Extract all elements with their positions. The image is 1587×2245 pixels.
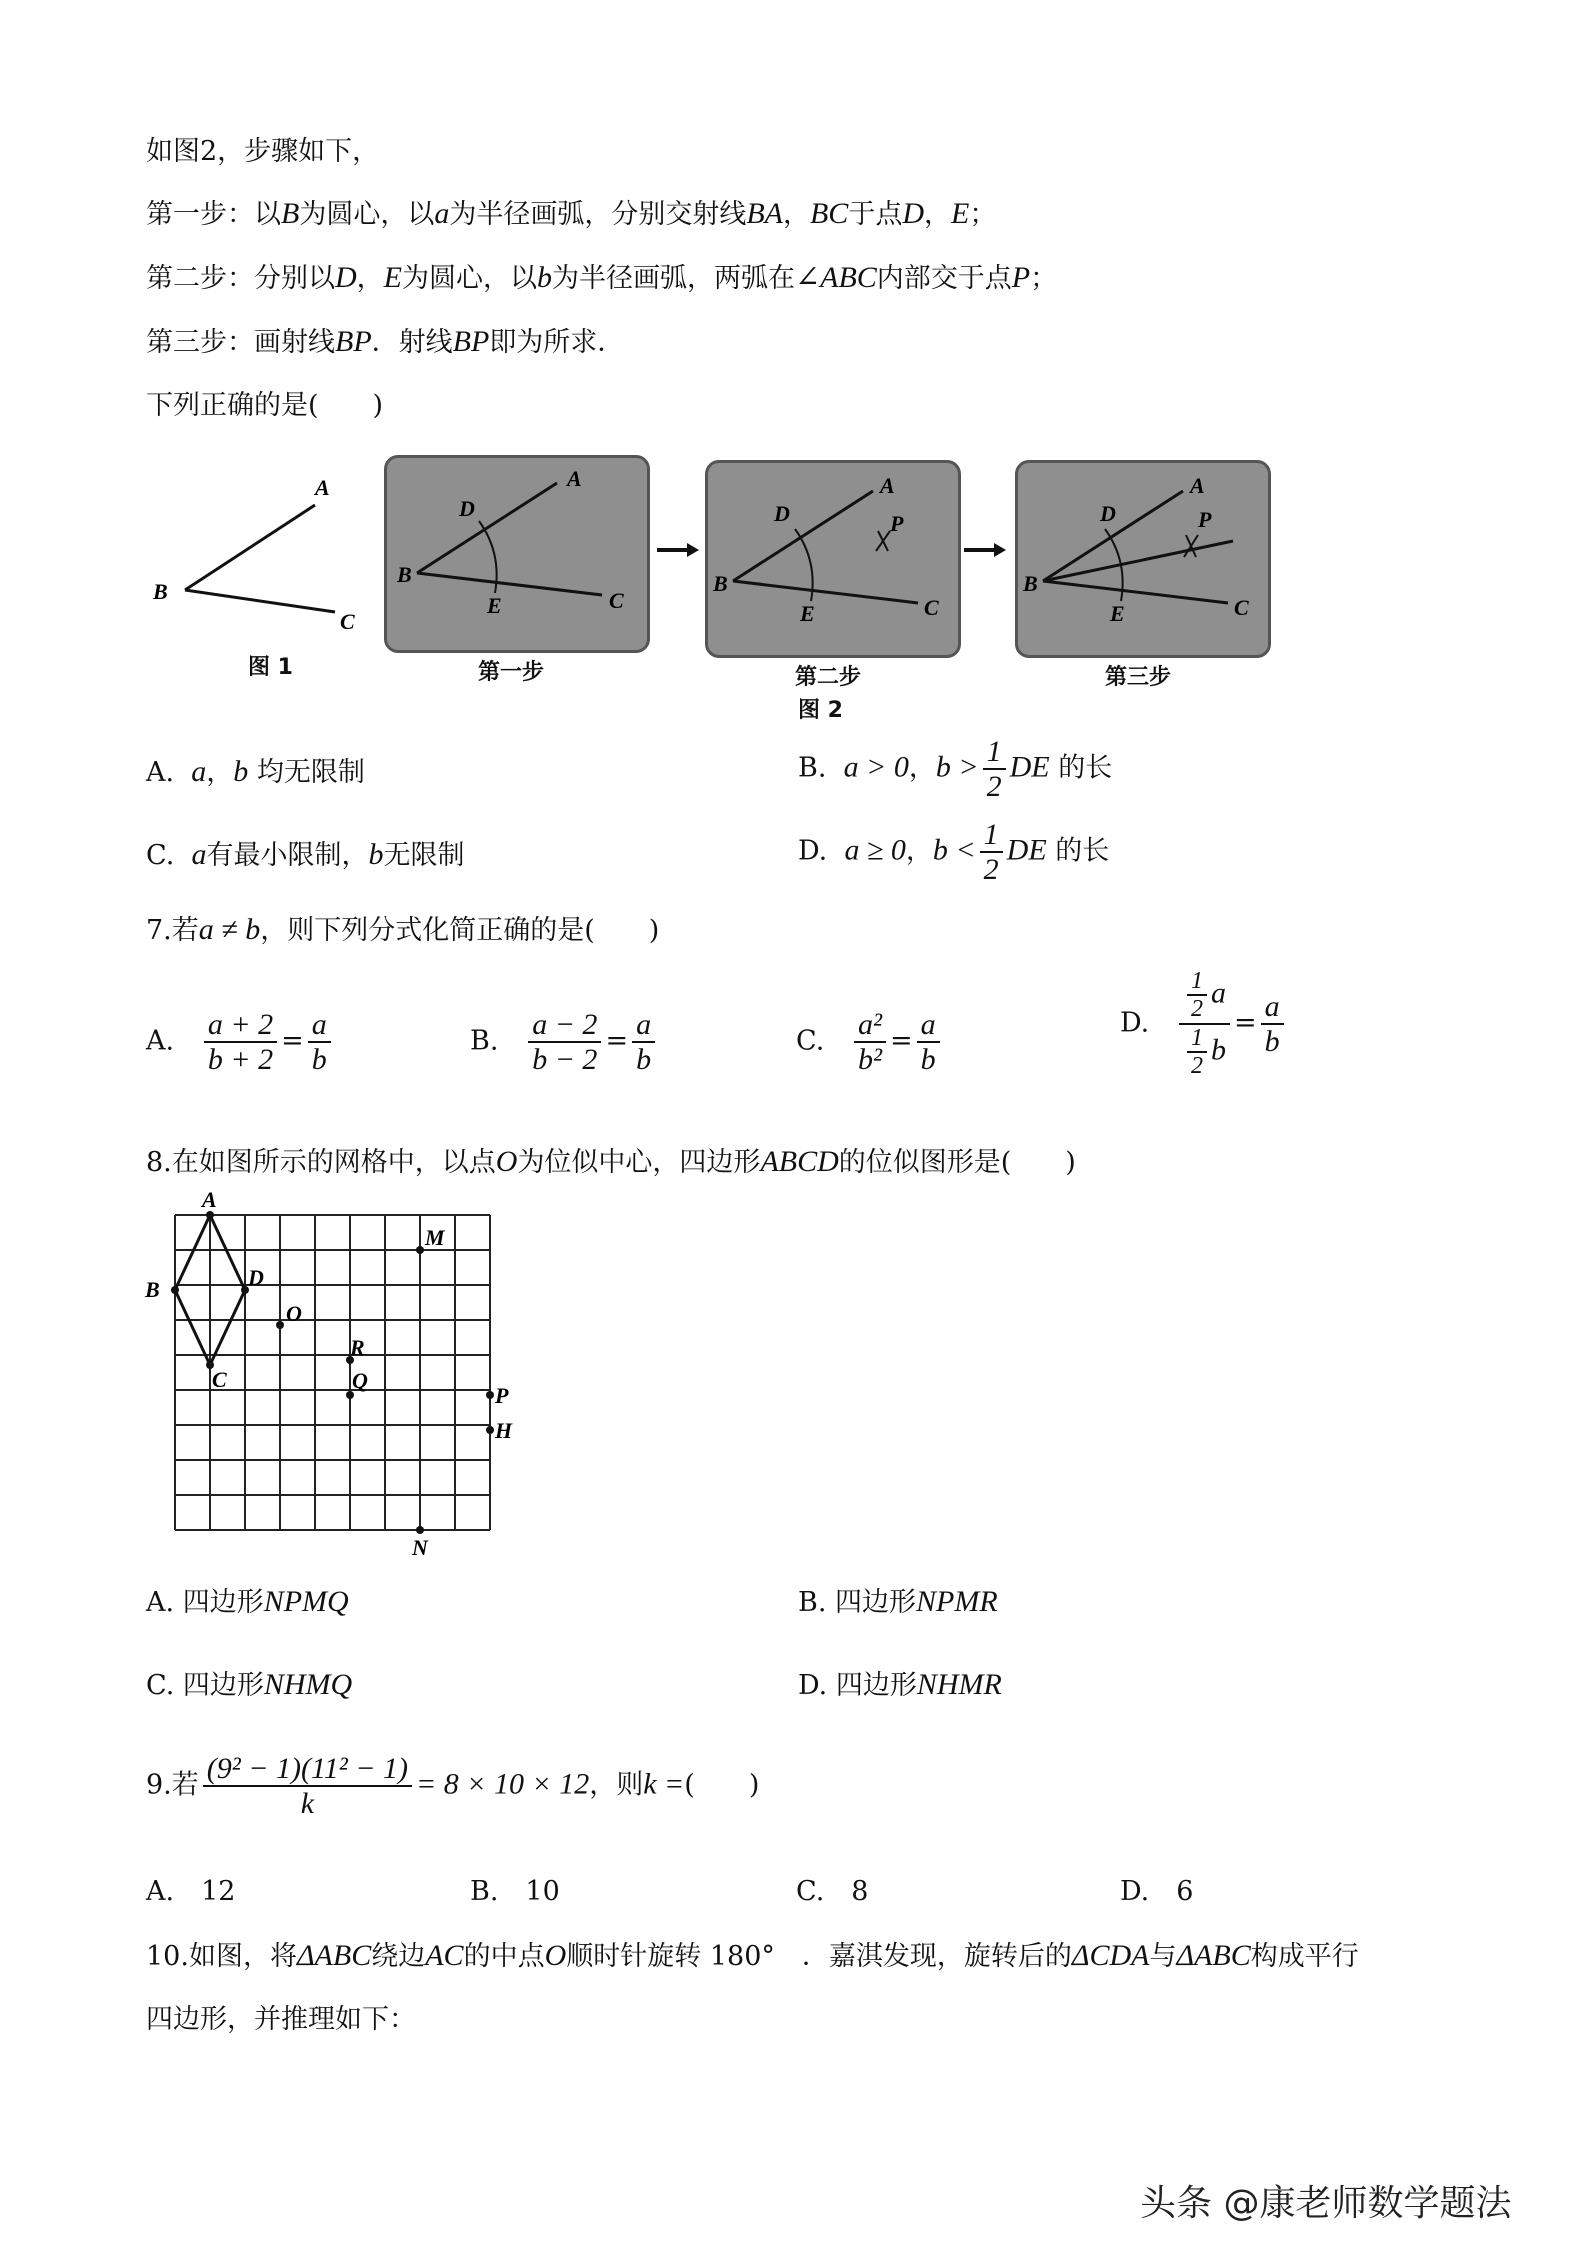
equals: = bbox=[890, 1025, 913, 1057]
ray-BA-line bbox=[733, 491, 873, 581]
grid-label-R: R bbox=[350, 1335, 365, 1360]
fraction-rhs bbox=[917, 1008, 940, 1076]
ray-BC-line bbox=[185, 590, 335, 612]
condition: a ≠ b bbox=[198, 913, 261, 946]
point-E: E bbox=[951, 197, 970, 230]
q7-option-d bbox=[1120, 968, 1288, 1080]
triangle-CDA: ΔCDA bbox=[1071, 1939, 1150, 1972]
point-H-dot bbox=[486, 1426, 494, 1434]
option-letter: C. bbox=[796, 1025, 825, 1057]
ray-BA-line bbox=[185, 505, 315, 590]
denominator: 2 bbox=[1191, 996, 1204, 1023]
fraction-rhs bbox=[632, 1008, 655, 1076]
label-C: C bbox=[609, 588, 624, 613]
fraction-rhs bbox=[308, 1008, 331, 1076]
option-text: 四边形 bbox=[835, 1587, 917, 1618]
point-B-dot bbox=[171, 1286, 179, 1294]
quad-name: NPMQ bbox=[263, 1585, 349, 1618]
punct: ， bbox=[206, 757, 234, 788]
fraction-half bbox=[980, 818, 1003, 886]
punct: ， bbox=[782, 199, 810, 230]
fraction-half bbox=[983, 735, 1006, 803]
step3-caption: 第三步 bbox=[1105, 665, 1172, 690]
ray-BA-line bbox=[417, 483, 557, 573]
segment-AC: AC bbox=[425, 1939, 464, 1972]
fig1-caption: 图 1 bbox=[248, 655, 293, 680]
var-a: a bbox=[191, 755, 207, 788]
question-line bbox=[146, 386, 383, 426]
complex-fraction bbox=[1179, 968, 1230, 1080]
step2-text: 为半径画弧，两弧在 bbox=[552, 263, 795, 294]
question-text: 顺时针旋转 180° ．嘉淇发现，旋转后的 bbox=[566, 1941, 1072, 1972]
step1-line bbox=[146, 194, 996, 235]
q9-option-d: D. 6 bbox=[1120, 1876, 1194, 1907]
grid-label-B: B bbox=[145, 1277, 160, 1302]
numerator: a² bbox=[854, 1008, 886, 1043]
condition-b: b > bbox=[935, 750, 979, 784]
segment-DE: DE bbox=[1009, 750, 1050, 784]
fraction-lhs bbox=[528, 1008, 601, 1076]
numerator: a bbox=[917, 1008, 940, 1043]
label-E: E bbox=[1110, 601, 1125, 626]
step1-text: 于点 bbox=[848, 199, 903, 230]
var-B: B bbox=[281, 197, 300, 230]
q6-option-b bbox=[798, 735, 1112, 803]
q9-option-b: B. 10 bbox=[470, 1876, 560, 1907]
step1-panel bbox=[384, 455, 650, 653]
label-P: P bbox=[890, 511, 904, 536]
label-B: B bbox=[713, 571, 728, 596]
question-text: ，则 bbox=[589, 1769, 644, 1801]
option-letter: D. bbox=[798, 835, 828, 867]
segment-DE: DE bbox=[1006, 833, 1047, 867]
q9-option-c: C. 8 bbox=[796, 1876, 869, 1907]
label-P: P bbox=[1198, 507, 1212, 532]
fraction-lhs bbox=[204, 1008, 277, 1076]
point-P: P bbox=[1011, 261, 1031, 294]
step2-text: 第二步：分别以 bbox=[146, 263, 335, 294]
point-O: O bbox=[544, 1939, 567, 1972]
var-a: a bbox=[1211, 976, 1227, 1010]
fraction-lhs bbox=[854, 1008, 886, 1076]
fraction-half bbox=[1187, 1025, 1207, 1080]
grid-label-O: O bbox=[286, 1301, 302, 1326]
label-D: D bbox=[1100, 501, 1116, 526]
ray-BC-line bbox=[1043, 581, 1228, 603]
denominator: b bbox=[920, 1043, 936, 1076]
fraction-rhs bbox=[1261, 990, 1284, 1058]
question-text: 为位似中心，四边形 bbox=[517, 1147, 761, 1178]
grid-label-A: A bbox=[202, 1187, 217, 1212]
option-letter: C. bbox=[146, 840, 175, 871]
question-text: 绕边 bbox=[371, 1941, 426, 1972]
option-letter: B. bbox=[798, 1587, 827, 1618]
var-b: b bbox=[1211, 1033, 1227, 1067]
denominator: b − 2 bbox=[532, 1043, 598, 1076]
question-number: 8.在如图所示的网格中，以点 bbox=[146, 1147, 496, 1178]
q8-option-a bbox=[146, 1582, 349, 1623]
label-B: B bbox=[1023, 571, 1038, 596]
q9-stem bbox=[146, 1752, 759, 1820]
ray-BC: BC bbox=[809, 197, 849, 230]
denominator: b² bbox=[858, 1043, 883, 1076]
ray-BA: BA bbox=[746, 197, 783, 230]
option-letter: C. bbox=[146, 1670, 175, 1701]
ray-BP: BP bbox=[452, 325, 490, 358]
numerator: a bbox=[308, 1008, 331, 1043]
label-C: C bbox=[924, 595, 939, 620]
q8-option-b bbox=[798, 1582, 998, 1623]
intro-line bbox=[146, 132, 379, 172]
option-text: 无限制 bbox=[383, 840, 465, 871]
angle-ABC: ∠ABC bbox=[795, 261, 877, 294]
grid-label-N: N bbox=[412, 1535, 428, 1560]
grid-label-H: H bbox=[495, 1418, 513, 1443]
option-letter: A. bbox=[146, 757, 175, 788]
option-text: 四边形 bbox=[835, 1670, 917, 1701]
step1-text: 为圆心，以 bbox=[299, 199, 435, 230]
q8-stem bbox=[146, 1142, 1076, 1183]
numerator: a bbox=[1261, 990, 1284, 1025]
label-A: A bbox=[315, 475, 330, 500]
punct: ， bbox=[908, 752, 936, 784]
q10-line1 bbox=[146, 1936, 1359, 1977]
quad-name: NHMQ bbox=[263, 1668, 353, 1701]
denominator: b + 2 bbox=[207, 1043, 274, 1076]
arc-mark bbox=[1184, 535, 1198, 557]
numerator: (9² − 1)(11² − 1) bbox=[203, 1752, 412, 1787]
question-text: 与 bbox=[1149, 1941, 1177, 1972]
step2-caption: 第二步 bbox=[795, 665, 862, 690]
equals: = bbox=[605, 1025, 629, 1057]
numerator: 1 bbox=[980, 818, 1003, 853]
option-letter: D. bbox=[798, 1670, 828, 1701]
question-number: 10.如图，将 bbox=[146, 1941, 297, 1972]
step2-panel bbox=[705, 460, 961, 658]
grid-label-D: D bbox=[248, 1265, 264, 1290]
point-O: O bbox=[495, 1145, 518, 1178]
triangle-ABC: ΔABC bbox=[296, 1939, 372, 1972]
question-text: 四边形，并推理如下： bbox=[146, 2004, 416, 2035]
step3-text: ．射线 bbox=[371, 327, 453, 358]
step2-text: 为圆心，以 bbox=[402, 263, 537, 294]
q7-option-a bbox=[146, 1008, 335, 1076]
condition-a: a ≥ 0 bbox=[844, 833, 906, 867]
numerator: a − 2 bbox=[528, 1008, 601, 1043]
arrow-icon bbox=[962, 540, 1007, 560]
label-A: A bbox=[880, 473, 895, 498]
label-C: C bbox=[340, 609, 355, 634]
q6-option-a bbox=[146, 752, 365, 793]
numerator: 1 bbox=[1187, 1025, 1207, 1053]
option-text: 的长 bbox=[1058, 752, 1113, 784]
equation-rhs: = 8 × 10 × 12 bbox=[415, 1767, 590, 1801]
question-text: 的中点 bbox=[463, 1941, 545, 1972]
q8-option-d bbox=[798, 1665, 1002, 1706]
denominator: b bbox=[636, 1043, 652, 1076]
equals: = bbox=[1234, 1007, 1257, 1039]
step3-text: 即为所求． bbox=[489, 327, 625, 358]
option-text: 的长 bbox=[1055, 835, 1110, 867]
step1-caption: 第一步 bbox=[478, 660, 545, 685]
figure-1 bbox=[145, 465, 375, 645]
grid-label-C: C bbox=[212, 1367, 227, 1392]
ray-BC-line bbox=[417, 573, 602, 595]
complex-numerator bbox=[1179, 968, 1230, 1025]
question-number: 9.若 bbox=[146, 1769, 199, 1801]
arc-mark bbox=[876, 531, 890, 551]
punct: ， bbox=[924, 199, 951, 230]
denominator: b bbox=[311, 1043, 327, 1076]
q6-option-d bbox=[798, 818, 1109, 886]
numerator: a bbox=[632, 1008, 655, 1043]
arrow-icon bbox=[655, 540, 700, 560]
label-C: C bbox=[1234, 595, 1249, 620]
denominator: b bbox=[1264, 1024, 1280, 1058]
point-A-dot bbox=[206, 1211, 214, 1219]
label-A: A bbox=[1190, 473, 1205, 498]
point-O-dot bbox=[276, 1321, 284, 1329]
var-b: b bbox=[368, 838, 384, 871]
q6-option-c bbox=[146, 835, 464, 876]
denominator: 2 bbox=[1191, 1053, 1204, 1080]
var-b: b bbox=[233, 755, 249, 788]
point-P-dot bbox=[486, 1391, 494, 1399]
question-text: 构成平行 bbox=[1250, 1941, 1359, 1972]
option-text: 四边形 bbox=[182, 1670, 264, 1701]
question-text: 下列正确的是( ) bbox=[146, 390, 384, 421]
denominator: 2 bbox=[986, 770, 1002, 803]
label-B: B bbox=[397, 562, 412, 587]
question-number: 7.若 bbox=[146, 915, 199, 946]
label-D: D bbox=[459, 496, 475, 521]
point-M-dot bbox=[416, 1246, 424, 1254]
ray-BC-line bbox=[733, 581, 918, 603]
var-b: b bbox=[537, 261, 552, 294]
option-letter: D. bbox=[1120, 1007, 1150, 1039]
equals: = bbox=[281, 1025, 304, 1057]
watermark: 头条 @康老师数学题法 bbox=[1140, 2183, 1512, 2224]
quad-name: NPMR bbox=[916, 1585, 998, 1618]
fraction-half bbox=[1187, 968, 1207, 1023]
triangle-ABC: ΔABC bbox=[1176, 1939, 1251, 1972]
condition-a: a > 0 bbox=[843, 750, 909, 784]
label-A: A bbox=[567, 466, 582, 491]
ray-BP: BP bbox=[335, 325, 372, 358]
q7-option-c bbox=[796, 1008, 944, 1076]
punct: ； bbox=[969, 199, 997, 230]
option-text: 四边形 bbox=[182, 1587, 264, 1618]
numerator: 1 bbox=[1187, 968, 1207, 996]
point-E: E bbox=[383, 261, 402, 294]
denominator: k bbox=[300, 1787, 315, 1820]
step1-text: 第一步：以 bbox=[146, 199, 281, 230]
option-letter: B. bbox=[470, 1025, 499, 1057]
condition-b: b < bbox=[932, 833, 976, 867]
punct: ； bbox=[1030, 263, 1058, 294]
fig2-caption: 图 2 bbox=[798, 698, 843, 723]
fraction-q9 bbox=[203, 1752, 412, 1820]
question-text: ，则下列分式化简正确的是( ) bbox=[260, 915, 660, 946]
question-text: ( ) bbox=[684, 1769, 760, 1801]
grid-label-Q: Q bbox=[352, 1368, 368, 1393]
option-text: 均无限制 bbox=[256, 757, 365, 788]
q7-stem bbox=[146, 910, 659, 951]
intro-text: 如图2，步骤如下， bbox=[146, 136, 380, 167]
complex-denominator bbox=[1179, 1025, 1230, 1080]
grid-figure bbox=[140, 1185, 520, 1575]
grid-label-P: P bbox=[495, 1383, 509, 1408]
punct: ， bbox=[905, 835, 933, 867]
var-k: k = bbox=[643, 1767, 685, 1801]
step3-line bbox=[146, 322, 624, 363]
numerator: a + 2 bbox=[204, 1008, 277, 1043]
label-E: E bbox=[487, 593, 502, 618]
option-text: 有最小限制， bbox=[206, 840, 369, 871]
var-a: a bbox=[434, 197, 450, 230]
option-letter: A. bbox=[146, 1587, 175, 1618]
point-D: D bbox=[902, 197, 924, 230]
label-E: E bbox=[800, 601, 815, 626]
step3-panel bbox=[1015, 460, 1271, 658]
q8-option-c bbox=[146, 1665, 352, 1706]
step2-line bbox=[146, 258, 1057, 299]
quad-ABCD: ABCD bbox=[760, 1145, 839, 1178]
question-text: 的位似图形是( ) bbox=[838, 1147, 1076, 1178]
q7-option-b bbox=[470, 1008, 659, 1076]
step3-text: 第三步：画射线 bbox=[146, 327, 335, 358]
denominator: 2 bbox=[983, 853, 999, 886]
q9-option-a: A. 12 bbox=[146, 1876, 236, 1907]
grid-label-M: M bbox=[425, 1225, 445, 1250]
label-D: D bbox=[774, 501, 790, 526]
var-a: a bbox=[191, 838, 207, 871]
step2-text: 内部交于点 bbox=[876, 263, 1012, 294]
option-letter: A. bbox=[146, 1025, 175, 1057]
point-D: D bbox=[335, 261, 357, 294]
numerator: 1 bbox=[983, 735, 1006, 770]
label-B: B bbox=[153, 579, 168, 604]
punct: ， bbox=[356, 263, 384, 294]
q10-line2 bbox=[146, 2000, 416, 2040]
quad-name: NHMR bbox=[916, 1668, 1002, 1701]
option-letter: B. bbox=[798, 752, 827, 784]
point-N-dot bbox=[416, 1526, 424, 1534]
step1-text: 为半径画弧，分别交射线 bbox=[449, 199, 747, 230]
